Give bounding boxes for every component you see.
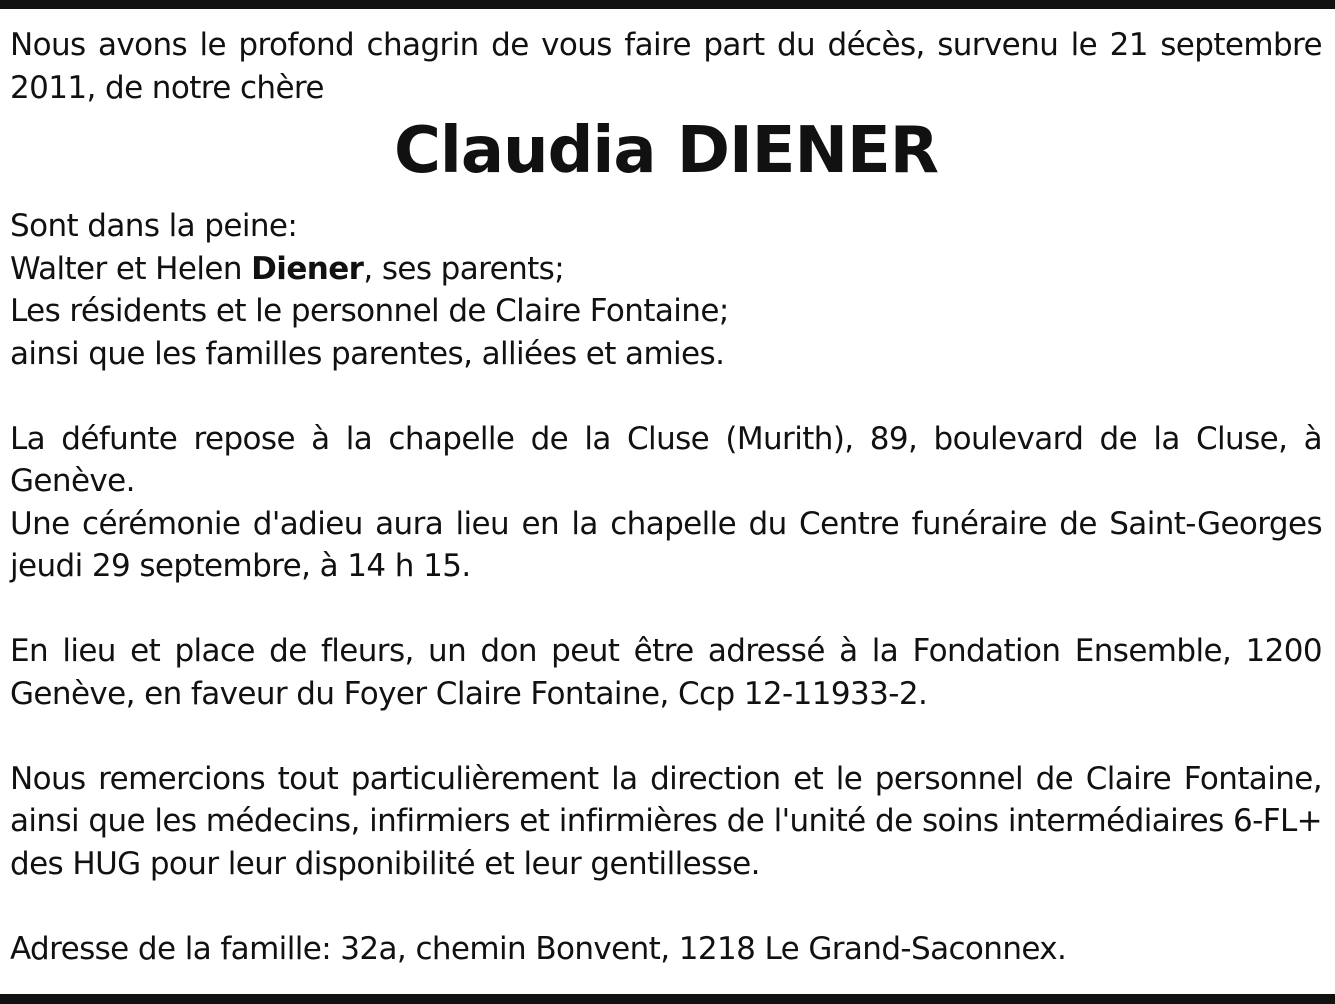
parents-prefix: Walter et Helen bbox=[10, 250, 252, 287]
intro-text: Nous avons le profond chagrin de vous faire part du décès, survenu le 21 septembre 2011, de notre chère bbox=[10, 27, 1322, 106]
mourners-list bbox=[10, 205, 1322, 375]
spacer bbox=[10, 375, 1322, 418]
mourners-families: ainsi que les familles parentes, alliées et amies. bbox=[10, 335, 725, 372]
mourners-residents: Les résidents et le personnel de Claire Fontaine; bbox=[10, 293, 729, 329]
deceased-name: Claudia DIENER bbox=[393, 114, 939, 188]
ceremony-text: Une cérémonie d'adieu aura lieu en la chapelle du Centre funéraire de Saint-Georges jeudi 29 septembre, à 14 h 15. bbox=[10, 505, 1322, 584]
mourners-parents bbox=[10, 248, 1322, 291]
mourners-heading: Sont dans la peine: bbox=[10, 208, 298, 244]
bottom-border bbox=[0, 994, 1335, 1004]
rest-place-text: La défunte repose à la chapelle de la Cluse (Murith), 89, boulevard de la Cluse, à Genève. bbox=[10, 420, 1322, 499]
thanks-text: Nous remercions tout particulièrement la direction et le personnel de Claire Fontaine, ainsi que les médecins, infirmiers et infirmières de l'unité de soins intermédiaires 6-FL+ des HUG pour leur disponibilité et leur gentillesse. bbox=[10, 760, 1322, 882]
spacer bbox=[10, 885, 1322, 928]
top-border bbox=[0, 0, 1335, 9]
donation-text: En lieu et place de fleurs, un don peut être adressé à la Fondation Ensemble, 1200 Genève, en faveur du Foyer Claire Fontaine, Ccp 12-11933-2. bbox=[10, 633, 1322, 712]
family-address: Adresse de la famille: 32a, chemin Bonvent, 1218 Le Grand-Saconnex. bbox=[10, 930, 1067, 967]
parents-name: Diener bbox=[251, 250, 364, 287]
spacer bbox=[10, 588, 1322, 631]
parents-suffix: , ses parents; bbox=[363, 250, 565, 287]
obituary-notice bbox=[10, 24, 1322, 970]
spacer bbox=[10, 715, 1322, 758]
